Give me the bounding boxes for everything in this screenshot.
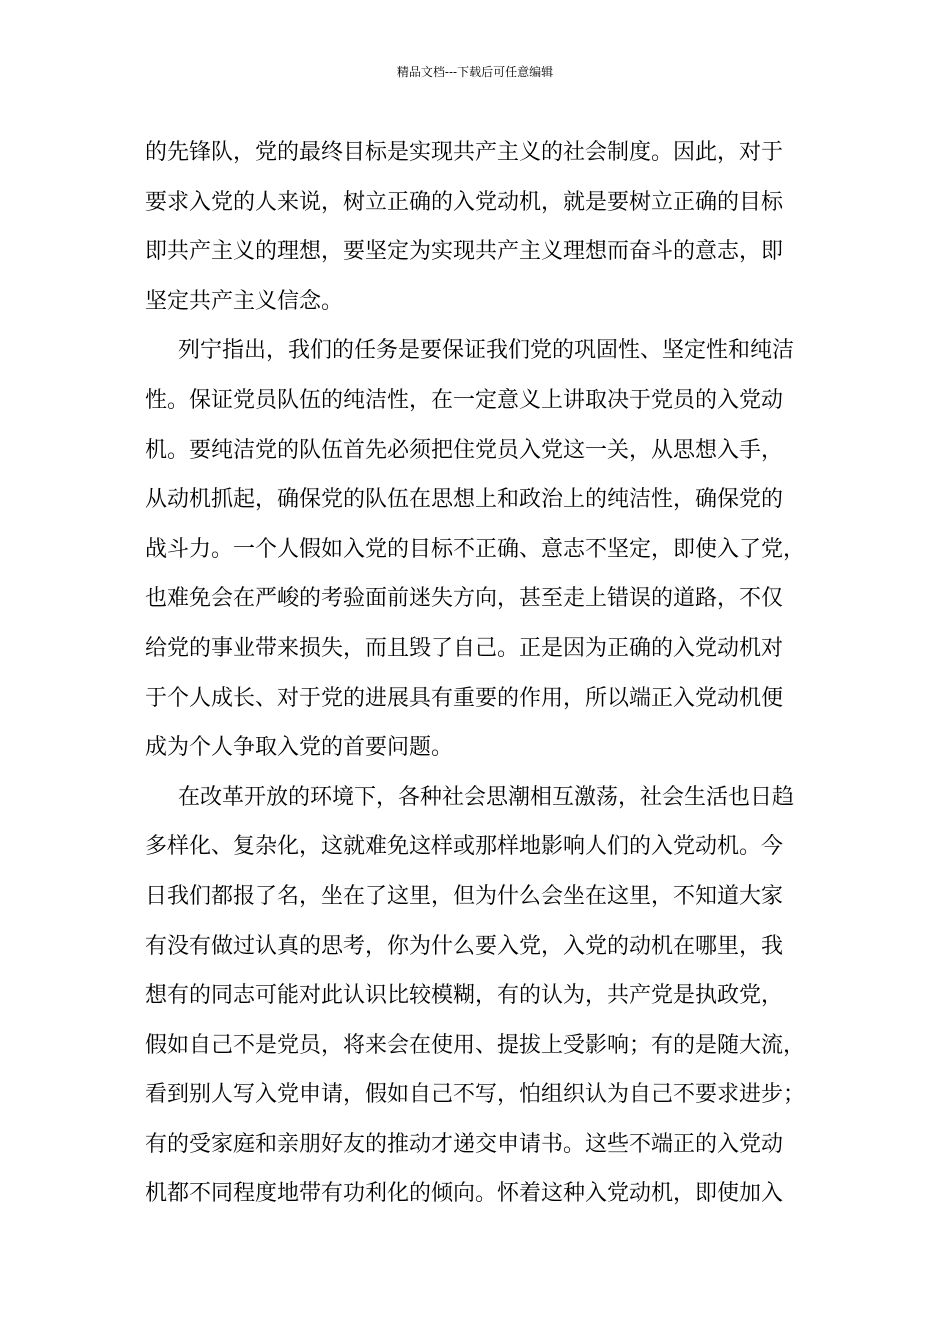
document-body bbox=[145, 128, 807, 1219]
text-line: 给党的事业带来损失，而且毁了自己。正是因为正确的入党动机对 bbox=[145, 635, 784, 661]
text-line: 的先锋队，党的最终目标是实现共产主义的社会制度。因此，对于 bbox=[145, 140, 784, 165]
text-line: 想有的同志可能对此认识比较模糊，有的认为，共产党是执政党， bbox=[145, 983, 784, 1009]
text-line: 假如自己不是党员，将来会在使用、提拔上受影响；有的是随大流， bbox=[145, 1032, 806, 1058]
page-header: 精品文档---下载后可任意编辑 bbox=[396, 65, 554, 79]
text-line: 坚定共产主义信念。 bbox=[145, 288, 344, 314]
text-line: 有没有做过认真的思考，你为什么要入党，入党的动机在哪里，我 bbox=[145, 933, 784, 959]
text-line: 战斗力。一个人假如入党的目标不正确、意志不坚定，即使入了党， bbox=[145, 536, 806, 562]
text-line-paragraph-start: 在改革开放的环境下，各种社会思潮相互激荡，社会生活也日趋 bbox=[178, 784, 795, 810]
text-line: 有的受家庭和亲朋好友的推动才递交申请书。这些不端正的入党动 bbox=[145, 1131, 784, 1157]
text-line: 性。保证党员队伍的纯洁性，在一定意义上讲取决于党员的入党动 bbox=[145, 387, 784, 413]
text-line: 从动机抓起，确保党的队伍在思想上和政治上的纯洁性，确保党的 bbox=[145, 487, 784, 513]
text-line: 要求入党的人来说，树立正确的入党动机，就是要树立正确的目标 bbox=[145, 189, 784, 215]
text-line: 成为个人争取入党的首要问题。 bbox=[145, 735, 454, 761]
text-line-paragraph-start: 列宁指出，我们的任务是要保证我们党的巩固性、坚定性和纯洁 bbox=[178, 338, 795, 364]
text-line: 看到别人写入党申请，假如自己不写，怕组织认为自己不要求进步； bbox=[145, 1082, 806, 1108]
text-line: 于个人成长、对于党的进展具有重要的作用，所以端正入党动机便 bbox=[145, 685, 784, 711]
text-line: 机。要纯洁党的队伍首先必须把住党员入党这一关，从思想入手， bbox=[145, 437, 784, 463]
text-line: 机都不同程度地带有功利化的倾向。怀着这种入党动机，即使加入 bbox=[145, 1181, 784, 1207]
text-line: 也难免会在严峻的考验面前迷失方向，甚至走上错误的道路，不仅 bbox=[145, 586, 784, 612]
text-line: 即共产主义的理想，要坚定为实现共产主义理想而奋斗的意志，即 bbox=[145, 239, 784, 265]
text-line: 多样化、复杂化，这就难免这样或那样地影响人们的入党动机。今 bbox=[145, 834, 784, 860]
text-line: 日我们都报了名，坐在了这里，但为什么会坐在这里，不知道大家 bbox=[145, 883, 784, 909]
